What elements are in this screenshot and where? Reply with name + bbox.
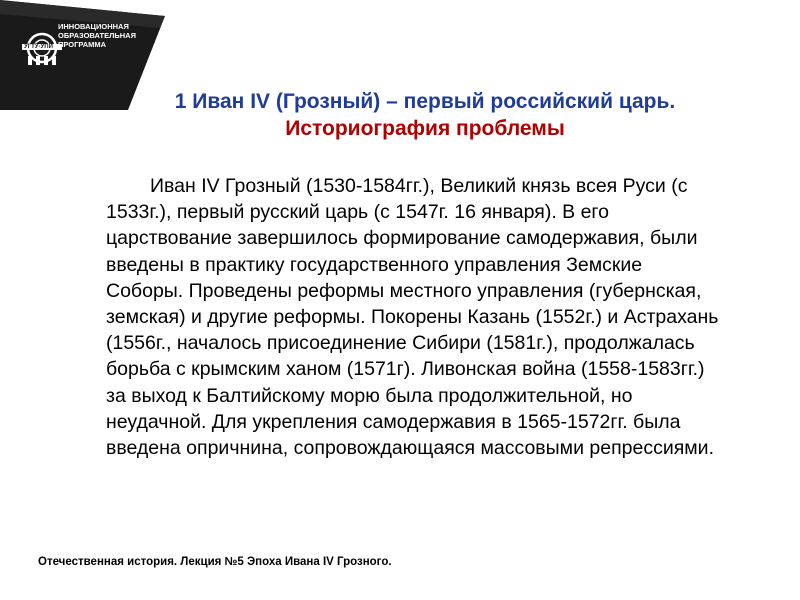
logo-caption-line1: ИННОВАЦИОННАЯ [58, 22, 129, 31]
title-main: 1 Иван IV (Грозный) – первый российский царь. [174, 90, 676, 113]
title-subtitle: Историография проблемы [285, 117, 565, 140]
footer-caption: Отечественная история. Лекция №5 Эпоха Ивана IV Грозного. [38, 556, 392, 568]
logo-caption-line3: ПРОГРАММА [58, 40, 107, 49]
slide-title [60, 88, 790, 142]
body-paragraph: Иван IV Грозный (1530-1584гг.), Великий князь всея Руси (с 1533г.), первый русский царь (с 1547г. 16 января). В его царствование завершилось формирование самодержавия, были введены в практику государственного управления Земские Соборы. Проведены реформы местного управления (губернская, земская) и другие реформы. Покорены Казань (1552г.) и Астрахань (1556г., началось присоединение Сибири (1581г.), продолжалась борьба с крымским ханом (1571г). Ливонская война (1558-1583гг.) за выход к Балтийскому морю была продолжительной, но неудачной. Для укрепления самодержавия в 1565-1572гг. была введена опричнина, сопровождающаяся массовыми репрессиями. [106, 175, 719, 460]
logo-caption-line2: ОБРАЗОВАТЕЛЬНАЯ [58, 31, 136, 40]
logo-mark: УГТУ-УПИ [24, 44, 53, 50]
